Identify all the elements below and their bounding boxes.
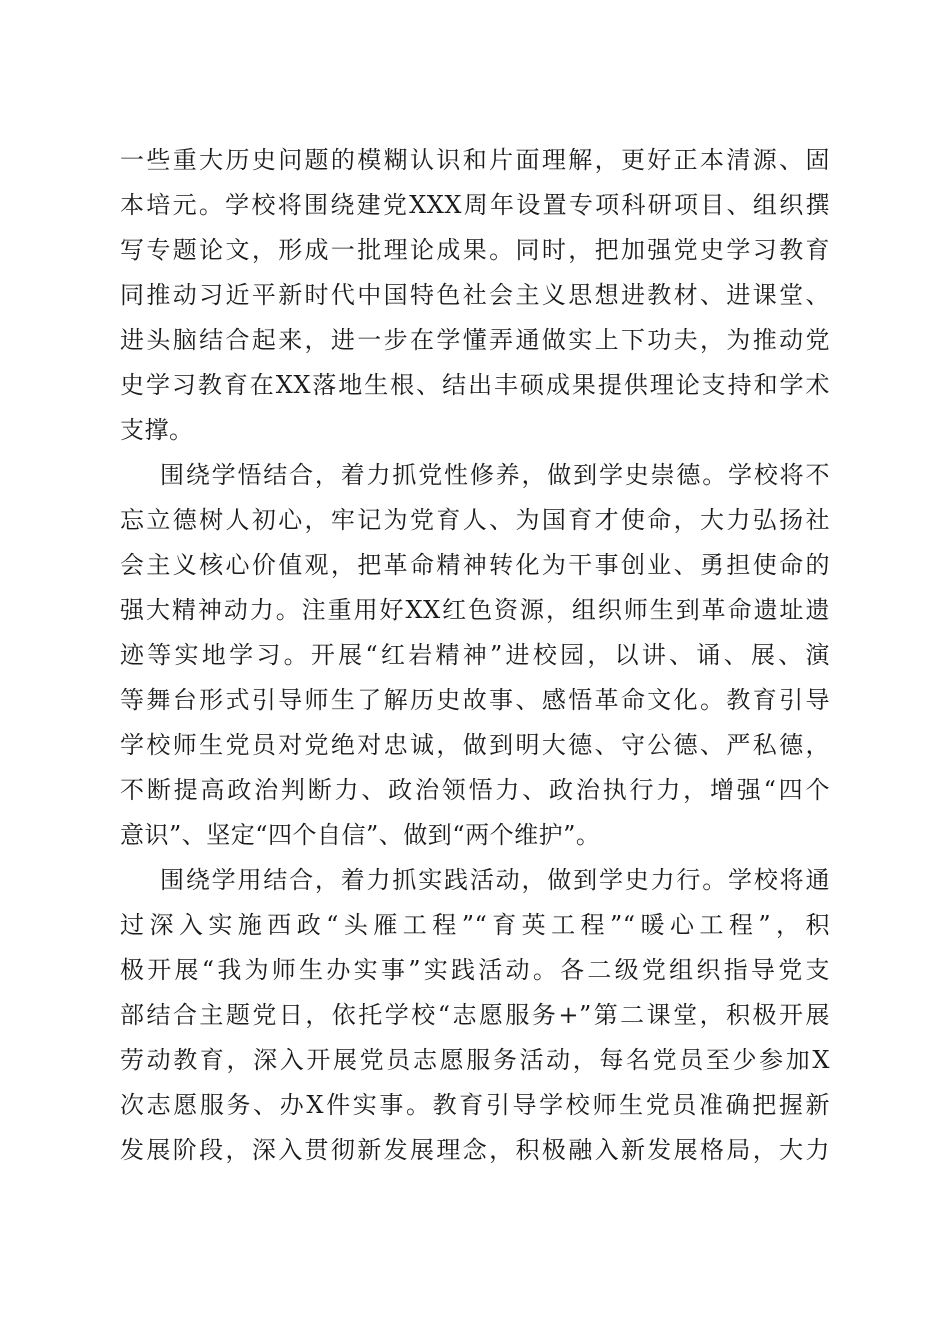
text-line: 迹等实地学习。开展“红岩精神”进校园，以讲、诵、展、演 — [120, 641, 830, 669]
text-line: 学校师生党员对党绝对忠诚，做到明大德、守公德、严私德， — [120, 731, 830, 759]
text-line: 同推动习近平新时代中国特色社会主义思想进教材、进课堂、 — [120, 281, 830, 309]
paragraph-3 — [120, 858, 830, 1173]
text-line: 意识”、坚定“四个自信”、做到“两个维护”。 — [120, 821, 601, 849]
text-line: 围绕学悟结合，着力抓党性修养，做到学史崇德。学校将不 — [160, 461, 830, 489]
text-line: 次志愿服务、办X件实事。教育引导学校师生党员准确把握新 — [120, 1091, 830, 1119]
paragraph-2 — [120, 453, 830, 858]
paragraph-1 — [120, 138, 830, 453]
text-line: 一些重大历史问题的模糊认识和片面理解，更好正本清源、固 — [120, 146, 830, 174]
text-line: 忘立德树人初心，牢记为党育人、为国育才使命，大力弘扬社 — [120, 506, 830, 534]
text-line: 围绕学用结合，着力抓实践活动，做到学史力行。学校将通 — [160, 866, 830, 894]
text-line: 发展阶段，深入贯彻新发展理念，积极融入新发展格局，大力 — [120, 1136, 830, 1164]
text-line: 写专题论文，形成一批理论成果。同时，把加强党史学习教育 — [120, 236, 830, 264]
text-line: 支撑。 — [120, 416, 194, 444]
text-line: 等舞台形式引导师生了解历史故事、感悟革命文化。教育引导 — [120, 686, 830, 714]
document-body — [120, 138, 830, 1173]
text-line: 过深入实施西政“头雁工程”“育英工程”“暖心工程”，积 — [120, 911, 830, 939]
text-line: 史学习教育在XX落地生根、结出丰硕成果提供理论支持和学术 — [120, 371, 830, 399]
text-line: 本培元。学校将围绕建党XXX周年设置专项科研项目、组织撰 — [120, 191, 830, 219]
text-line: 会主义核心价值观，把革命精神转化为干事创业、勇担使命的 — [120, 551, 830, 579]
text-line: 强大精神动力。注重用好XX红色资源，组织师生到革命遗址遗 — [120, 596, 830, 624]
text-line: 部结合主题党日，依托学校“志愿服务+”第二课堂，积极开展 — [120, 1001, 830, 1029]
text-line: 极开展“我为师生办实事”实践活动。各二级党组织指导党支 — [120, 956, 830, 984]
text-line: 劳动教育，深入开展党员志愿服务活动，每名党员至少参加X — [120, 1046, 830, 1074]
text-line: 进头脑结合起来，进一步在学懂弄通做实上下功夫，为推动党 — [120, 326, 830, 354]
text-line: 不断提高政治判断力、政治领悟力、政治执行力，增强“四个 — [120, 776, 830, 804]
